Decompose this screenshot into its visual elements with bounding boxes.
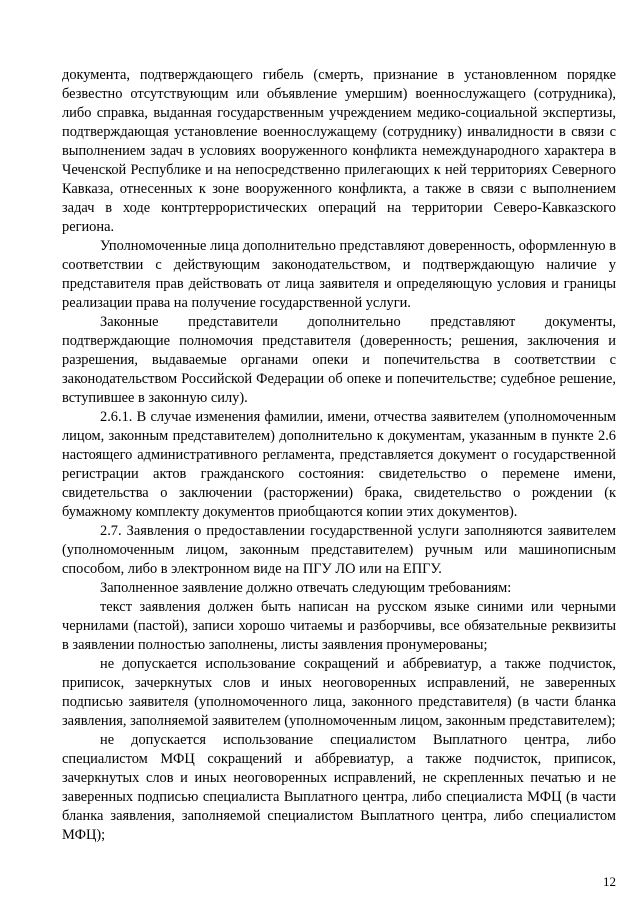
- paragraph-3: Законные представители дополнительно представляют документы, подтверждающие полномочия представителя (доверенность; решения, заключения и разрешения, выдаваемые органами опеки и попечительства в соответствии с законодательством Российской Федерации об опеке и попечительстве; судебное решение, вступившее в законную силу).: [62, 314, 616, 406]
- paragraph-2: Уполномоченные лица дополнительно представляют доверенность, оформленную в соответствии с действующим законодательством, и подтверждающую наличие у представителя прав действовать от лица заявителя и определяющую условия и границы реализации права на получение государственной услуги.: [62, 238, 616, 311]
- paragraph-8: не допускается использование сокращений и аббревиатур, а также подчисток, приписок, зачеркнутых слов и иных неоговоренных исправлений, не заверенных подписью заявителя (уполномоченного лица, законного представителя) (в части бланка заявления, заполняемой заявителем (уполномоченным лицом, законным представителем);: [62, 656, 616, 729]
- paragraph-4: 2.6.1. В случае изменения фамилии, имени, отчества заявителем (уполномоченным лицом, законным представителем) дополнительно к документам, указанным в пункте 2.6 настоящего административного регламента, представляется документ о государственной регистрации актов гражданского состояния: свидетельство о перемене имени, свидетельства о заключении (расторжении) брака, свидетельство о рождении (к бумажному комплекту документов приобщаются копии этих документов).: [62, 409, 616, 520]
- page-number: 12: [603, 874, 616, 889]
- paragraph-9: не допускается использование специалистом Выплатного центра, либо специалистом МФЦ сокращений и аббревиатур, а также подчисток, приписок, зачеркнутых слов и иных неоговоренных исправлений, не скрепленных печатью и не заверенных подписью специалиста Выплатного центра, либо специалиста МФЦ (в части бланка заявления, заполняемой специалистом Выплатного центра, либо специалистом МФЦ);: [62, 732, 616, 843]
- paragraph-7: текст заявления должен быть написан на русском языке синими или черными чернилами (пастой), записи хорошо читаемы и разборчивы, все обязательные реквизиты в заявлении полностью заполнены, листы заявления пронумерованы;: [62, 599, 616, 653]
- document-body: [62, 66, 616, 845]
- paragraph-5: 2.7. Заявления о предоставлении государственной услуги заполняются заявителем (уполномоченным лицом, законным представителем) ручным или машинописным способом, либо в электронном виде на ПГУ ЛО или на ЕПГУ.: [62, 523, 616, 577]
- paragraph-6: Заполненное заявление должно отвечать следующим требованиям:: [100, 580, 512, 596]
- paragraph-1: документа, подтверждающего гибель (смерть, признание в установленном порядке безвестно отсутствующим или объявление умершим) военнослужащего (сотрудника), либо справка, выданная государственным учреждением медико-социальной экспертизы, подтверждающая установление военнослужащему (сотруднику) инвалидности в связи с выполнением задач в условиях вооруженного конфликта немеждународного характера в Чеченской Республике и на непосредственно прилегающих к ней территориях Северного Кавказа, отнесенных к зоне вооруженного конфликта, а также в связи с выполнением задач в ходе контртеррористических операций на территории Северо-Кавказского региона.: [62, 67, 616, 235]
